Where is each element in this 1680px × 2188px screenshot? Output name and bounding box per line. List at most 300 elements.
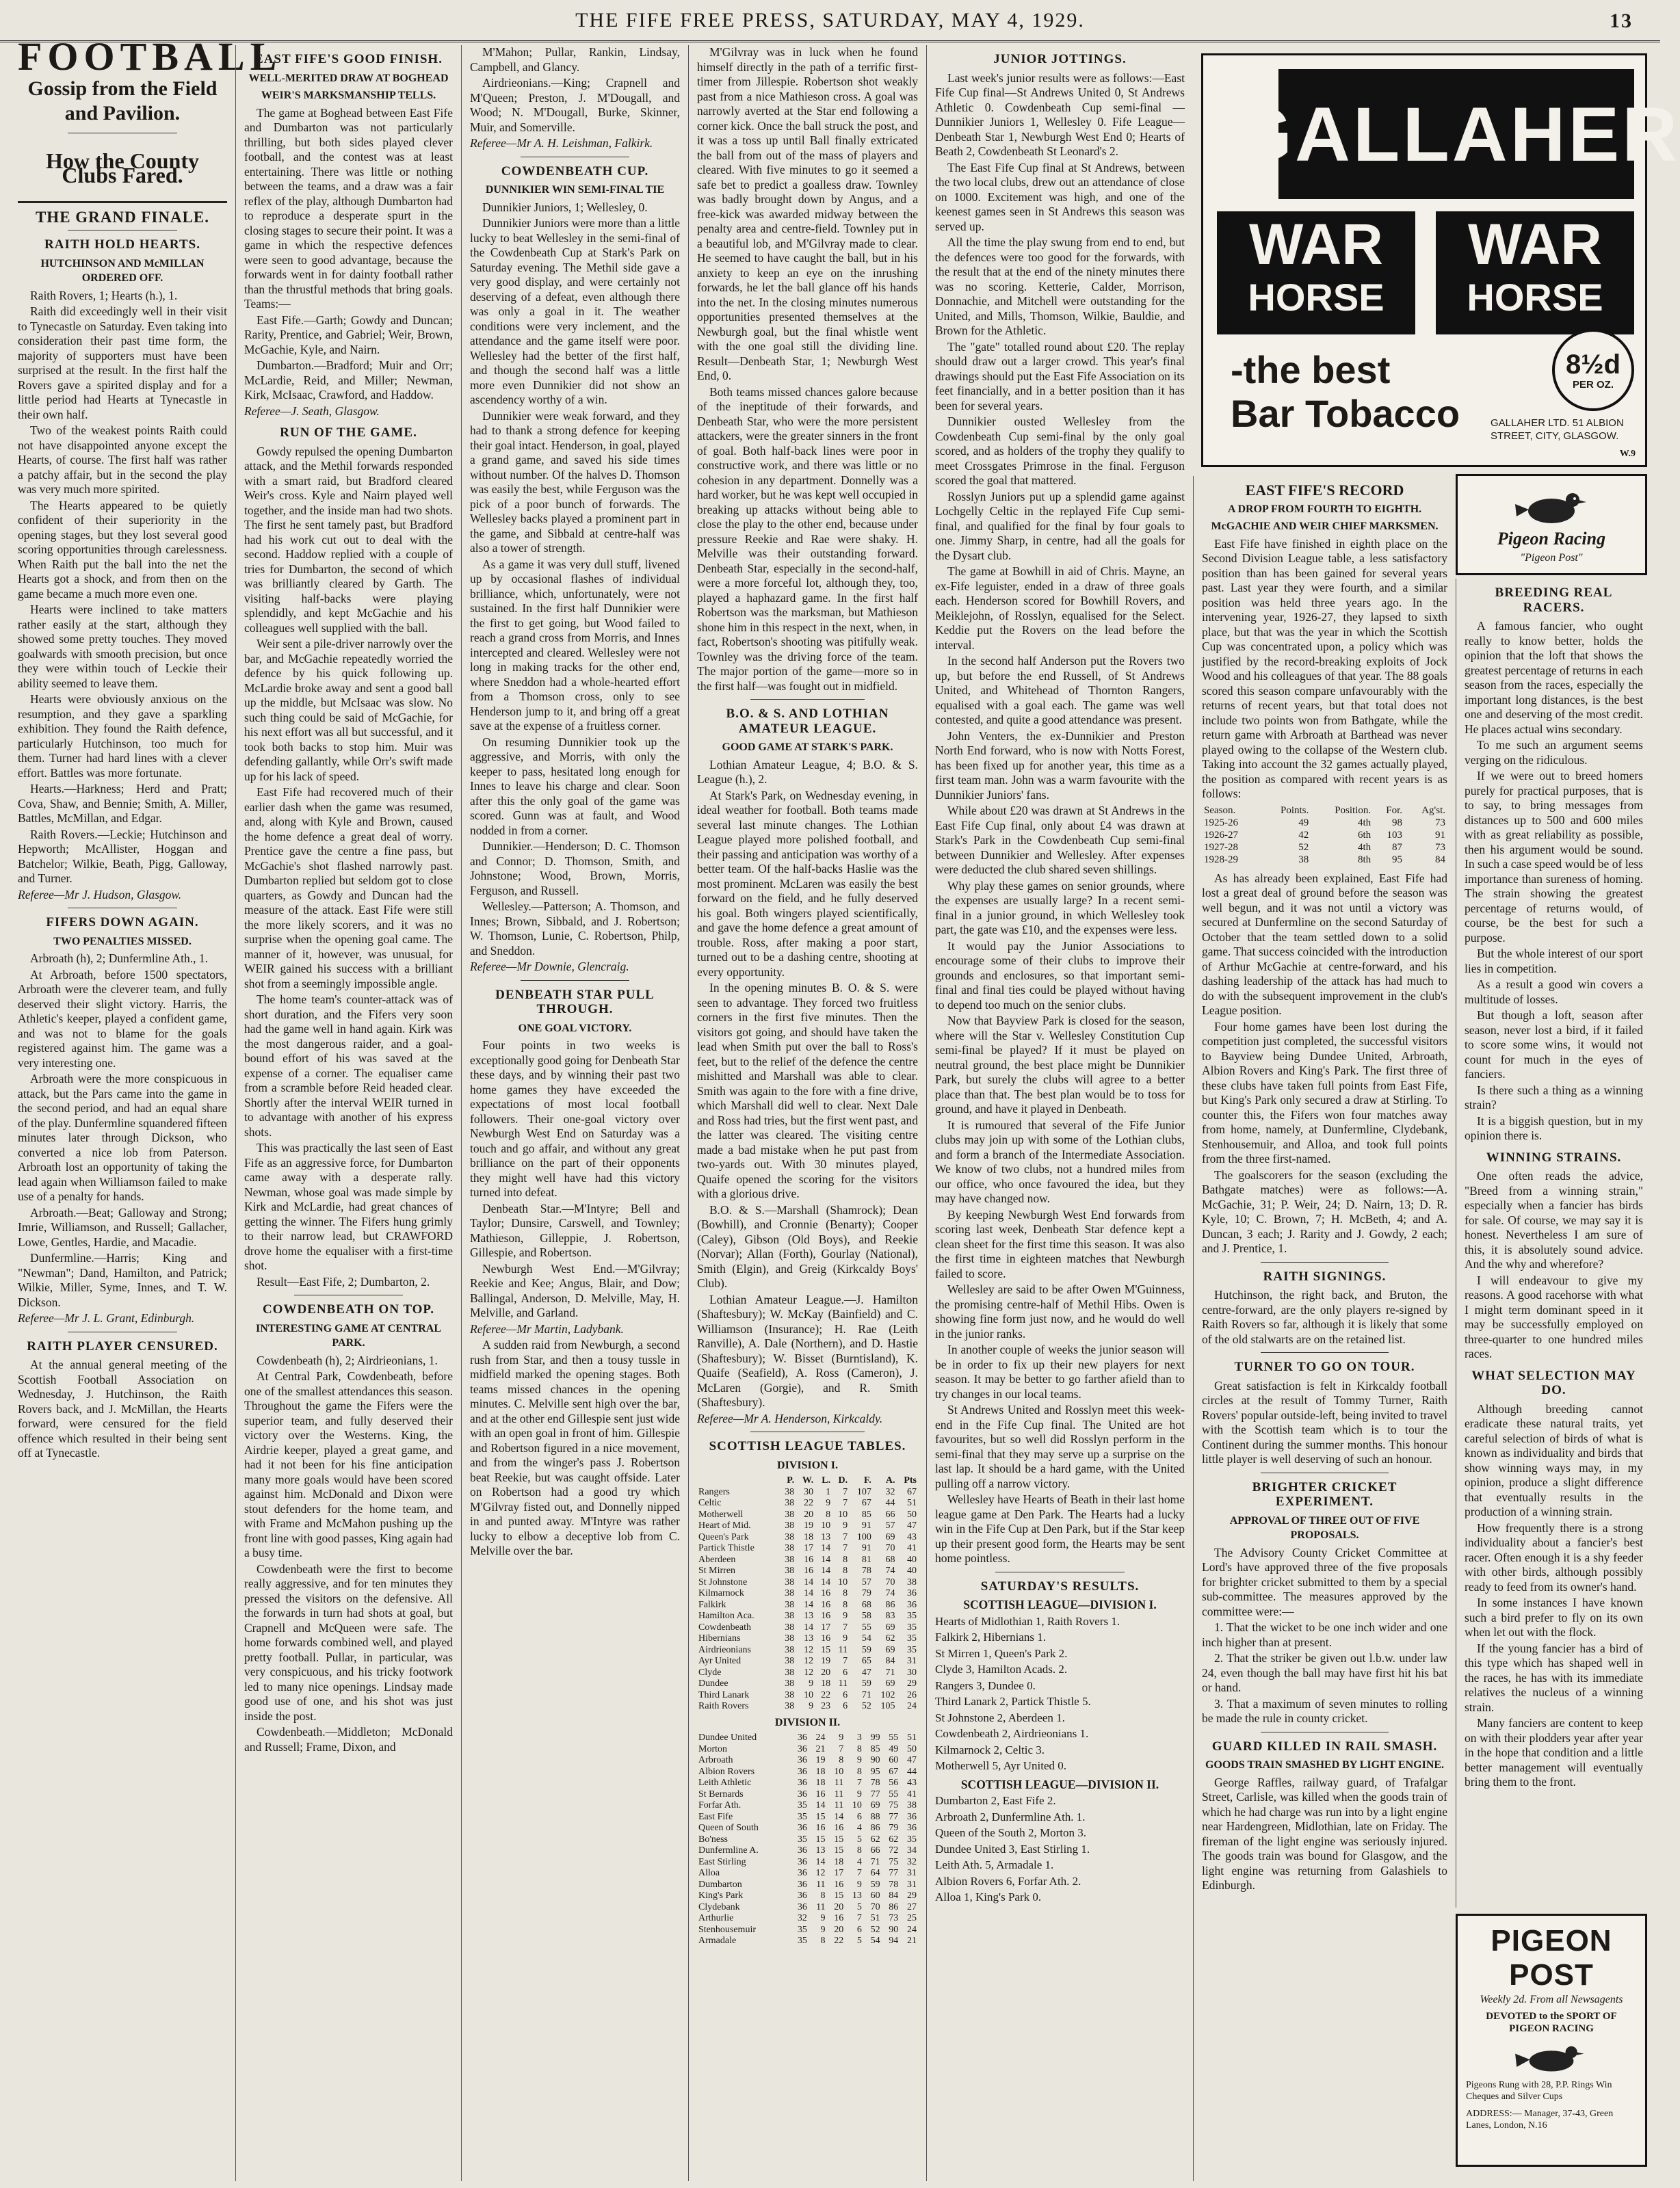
table-cell: 64 [870, 1868, 880, 1878]
match-score: Dunnikier Juniors, 1; Wellesley, 0. [482, 200, 648, 214]
article-paragraph: Hutchinson, the right back, and Bruton, the centre-forward, are the only players re-signed by Raith Rovers so far, although it is likely that some of the old stalwarts are on the retained list. [1202, 1288, 1447, 1346]
table-row [1202, 829, 1447, 841]
table-cell: 74 [885, 1566, 895, 1576]
table-cell: 7 [856, 1913, 862, 1923]
results-list [935, 1793, 1185, 1905]
table-cell: 6 [856, 1811, 862, 1822]
headline-grand-finale: THE GRAND FINALE. [35, 208, 210, 226]
subhead-marksmen: McGACHIE AND WEIR CHIEF MARKSMEN. [1211, 520, 1439, 532]
article-paragraph: The home team's counter-attack was of short duration, and the Fifers very soon had the game well in hand again. Kirk was the most dangerous raider, and a goal-bound effort of his was saved at the expense of a corner. The equaliser came from a scramble before Reid headed clear. Shortly after the interval WEIR turned in to advantage with another of his express shots. [244, 992, 453, 1139]
table-cell: 9 [820, 1924, 826, 1935]
table-cell: 1 [826, 1486, 831, 1497]
table-cell: 40 [907, 1554, 917, 1565]
table-cell: 70 [870, 1901, 880, 1912]
team-name: Dunfermline A. [698, 1845, 759, 1856]
table-cell: 43 [907, 1531, 917, 1542]
article-paragraph: East Fife have finished in eighth place on the Second Division League table, a less satisfactory position than has been gained for several years past. Last year they were fourth, and a similar position was held three years ago. In the intervening year, 1926-27, they lapsed to sixth place, but that was the year in which the Scottish Cup was concentrated upon, a policy which was justified by the record-breaking exploits of Jock Wood and his colleagues of that year. The 88 goals scored this season compare unfavourably with the returns of recent years, but that total does not include two points won from Bathgate, while the return game with Arbroath at Barthead was never played owing to the collapse of the Western club. Taking into account the 32 games actually played, the position as compared with recent years is as follows: [1202, 536, 1447, 800]
table-cell: 35 [907, 1644, 917, 1655]
table-row [697, 1633, 918, 1645]
table-cell: 67 [861, 1498, 871, 1508]
table-cell: 68 [885, 1554, 895, 1565]
table-cell: 49 [889, 1743, 899, 1754]
table-cell: 8 [856, 1743, 862, 1754]
table-cell: 20 [821, 1667, 831, 1678]
article-paragraph: Great satisfaction is felt in Kirkcaldy football circles at the result of Tommy Turner, Raith Rovers' popular outside-left, being invited to travel with the Scottish team which is to tour the Continent during the summer months. This honour little player is well deserving of such an honour. [1202, 1378, 1447, 1466]
article-paragraph: A sudden raid from Newburgh, a second rush from Star, and then a tousy tussle in midfield marked the opening stages. Both teams missed chances in the opening minutes. C. Melville sent high over the bar, and at the other end Gillespie sent just wide with an open goal in front of him. Gillespie and Robertson figured in a nice movement, and from the winger's pass J. Robertson beat Reekie, but was caught offside. Later on Robertson had a good try which M'Gilvray fisted out, and Donnelly nipped in and punted away. M'Intyre was rather lucky to elbow a deceptive lob from C. Melville over the bar. [470, 1338, 680, 1557]
result-line: Kilmarnock 2, Celtic 3. [935, 1743, 1045, 1756]
column-amateur-league [688, 45, 926, 2181]
table-cell: 5 [856, 1901, 862, 1912]
column-header: L. [822, 1475, 831, 1486]
table-cell: 31 [907, 1879, 917, 1890]
article-paragraph: In another couple of weeks the junior season will be in order to fix up their new players for next season. It may be better to go farther afield than to try changes in our local teams. [935, 1343, 1185, 1401]
article-paragraph: St Andrews United and Rosslyn meet this week-end in the Fife Cup final. The United are hot favourites, but so well did Rosslyn perform in the semi-final that they may serve up a surprise on the last lap. It should be a hard game, with the United pulling off a narrow victory. [935, 1403, 1185, 1490]
table-cell: 11 [834, 1800, 844, 1810]
table-cell: 6 [843, 1689, 848, 1700]
result-line: Queen of the South 2, Morton 3. [935, 1826, 1086, 1839]
table-cell: 105 [880, 1701, 895, 1711]
team-name: Ayr United [698, 1656, 741, 1666]
table-cell: 14 [815, 1800, 826, 1810]
table-cell: 59 [861, 1644, 871, 1655]
team-name: Queen of South [698, 1823, 759, 1833]
table-row [697, 1834, 918, 1846]
record-table [1202, 804, 1447, 866]
article-paragraph: If we were out to breed homers purely for practical purposes, that is to say, to bring messages from distances up to 500 and 600 miles with as great reliability as possible, then his argument would be sound. In such a case speed would be of less importance than sureness of homing. The strain showing the greatest percentage of returns would, of course, be the best for such a purpose. [1465, 769, 1643, 945]
list-item: 1. That the wicket to be one inch wider and one inch higher than at present. [1202, 1620, 1447, 1649]
team-line: Wellesley.—Patterson; A. Thomson, and Innes; Brown, Sibbald, and J. Robertson; W. Thomson, Lunie, C. Robertson, Philp, and Sneddon. [470, 899, 680, 958]
headline-fifers-down: FIFERS DOWN AGAIN. [46, 915, 199, 930]
table-cell: 17 [804, 1543, 814, 1553]
table-cell: 15 [834, 1890, 844, 1901]
table-cell: 15 [815, 1811, 826, 1822]
table-cell: 13 [804, 1633, 814, 1644]
table-cell: 9 [820, 1913, 826, 1923]
subhead-central-park: INTERESTING GAME AT CENTRAL PARK. [255, 1322, 442, 1349]
article-paragraph: It is rumoured that several of the Fife Junior clubs may join up with some of the Lothian clubs, and form a branch of the Intermediate Association. We know of two clubs, not a hundred miles from our office, who once favoured the idea, but they may have changed now. [935, 1118, 1185, 1205]
team-line: Denbeath Star.—M'Intyre; Bell and Taylor; Dunsire, Carswell, and Townley; Mathieson, Gilleppie, J. Robertson, Gillespie, and Robertson. [470, 1201, 680, 1259]
table-cell: 32 [797, 1913, 807, 1923]
table-cell: 79 [861, 1588, 871, 1598]
table-cell: 84 [889, 1890, 899, 1901]
article-paragraph: Why play these games on senior grounds, where the expenses are usually large? In a recent semi-final in a junior ground, in which Wellesley took part, the gate was £10, and the expenses were less. [935, 878, 1185, 936]
table-cell: 85 [861, 1509, 871, 1520]
table-cell: 10 [838, 1509, 848, 1520]
table-cell: 36 [907, 1811, 917, 1822]
table-cell: 44 [885, 1498, 895, 1508]
result-line: Clyde 3, Hamilton Acads. 2. [935, 1663, 1068, 1676]
table-cell: 9 [843, 1611, 848, 1621]
team-name: Dundee United [698, 1732, 757, 1743]
table-cell: 57 [861, 1577, 871, 1587]
headline-bo-s-lothian: B.O. & S. AND LOTHIAN AMATEUR LEAGUE. [726, 707, 889, 736]
column-header: Position. [1335, 804, 1371, 816]
masthead-title: THE FIFE FREE PRESS, SATURDAY, MAY 4, 1929. [575, 8, 1085, 31]
table-cell: 27 [907, 1901, 917, 1912]
table-cell: 62 [889, 1834, 899, 1845]
headline-junior-jottings: JUNIOR JOTTINGS. [993, 52, 1127, 66]
table-cell: 36 [907, 1823, 917, 1833]
table-cell: 35 [797, 1800, 807, 1810]
table-row [697, 1555, 918, 1566]
headline-selection: WHAT SELECTION MAY DO. [1471, 1368, 1636, 1397]
article-paragraph: Many fanciers are content to keep on with their plodders year after year in the hope that condition and a little better management will eventually bring them to the front. [1465, 1716, 1643, 1789]
team-name: Morton [698, 1743, 727, 1754]
table-cell: 52 [870, 1924, 880, 1935]
table-row [697, 1520, 918, 1532]
table-cell: 32 [885, 1486, 895, 1497]
price-roundel [1552, 329, 1634, 411]
table-cell: 16 [821, 1611, 831, 1621]
team-name: Arbroath [698, 1755, 733, 1765]
table-cell: 35 [797, 1834, 807, 1845]
table-row [697, 1789, 918, 1801]
table-row [697, 1857, 918, 1869]
table-cell: 15 [821, 1644, 831, 1655]
subhead-starks-park: GOOD GAME AT STARK'S PARK. [722, 741, 893, 753]
table-cell: 14 [804, 1588, 814, 1598]
column-east-fife-record [1193, 476, 1456, 2181]
table-cell: 55 [889, 1732, 899, 1743]
referee-line: Referee—Mr J. L. Grant, Edinburgh. [18, 1311, 195, 1325]
gallaher-address: GALLAHER LTD. 51 ALBION STREET, CITY, GLASGOW. [1491, 417, 1624, 442]
team-name: East Fife [698, 1811, 733, 1822]
table-cell: 18 [821, 1678, 831, 1689]
table-cell: 51 [907, 1498, 917, 1508]
table-cell: 29 [907, 1678, 917, 1689]
table-cell: 6 [843, 1667, 848, 1678]
article-paragraph: Now that Bayview Park is closed for the season, where will the Star v. Wellesley Constitution Cup semi-final be played? If it must be played on neutral ground, the best place might be Dunnikier Park, but surely the clubs will agree to a better place than that. The best plan would be to toss for ground, and have it played in Denbeath. [935, 1014, 1185, 1116]
article-paragraph: To me such an argument seems verging on the ridiculous. [1465, 738, 1643, 767]
table-cell: 14 [821, 1566, 831, 1576]
article-paragraph: Dunnikier ousted Wellesley from the Cowdenbeath Cup semi-final by the only goal scored, and as holders of the trophy they qualify to meet Crossgates Primrose in the final. Ferguson scored the goal that mattered. [935, 414, 1185, 487]
team-name: Alloa [698, 1868, 720, 1878]
table-cell: 22 [834, 1936, 844, 1946]
table-cell: 59 [870, 1879, 880, 1890]
team-name: St Mirren [698, 1566, 736, 1576]
headline-east-fife-finish: EAST FIFE'S GOOD FINISH. [254, 52, 443, 66]
table-cell: 30 [804, 1486, 814, 1497]
pigeon-post-title: PIGEON POST [1491, 1924, 1612, 1992]
results-block [935, 1598, 1185, 1905]
table-cell: 23 [821, 1701, 831, 1711]
article-paragraph: Four points in two weeks is exceptionally good going for Denbeath Star these days, and by winning their past two home games they have exceeded the expectations of most local football followers. Their one-goal victory over Newburgh West End on Saturday was a touch and go affair, and without any great brilliance on the part of their opponents they might well have had this victory turned into defeat. [470, 1038, 680, 1199]
league-table-division-2 [697, 1732, 918, 1947]
article-paragraph: Four home games have been lost during the competition just completed, the successful visitors to Bayview being Dundee United, Arbroath, Albion Rovers and King's Park. The first three of these clubs have taken full points from East Fife, but King's Park only secured a draw at Stirling. To counter this, the Fifers won four matches away from home, namely, at Dunfermline, Clydebank, Stenhousemuir, and Alloa, and took full points from the three first-named. [1202, 1019, 1447, 1165]
table-cell: 95 [1392, 854, 1403, 865]
table-cell: 34 [907, 1845, 917, 1856]
table-cell: 75 [889, 1800, 899, 1810]
table-cell: 14 [834, 1811, 844, 1822]
result-line: St Johnstone 2, Aberdeen 1. [935, 1711, 1065, 1724]
horse-label: HORSE [1248, 276, 1384, 319]
table-cell: 15 [815, 1834, 826, 1845]
table-cell: 55 [889, 1789, 899, 1800]
team-name: Aberdeen [698, 1554, 736, 1565]
article-paragraph: At Central Park, Cowdenbeath, before one of the smallest attendances this season. Throughout the game the Fifers were the superior team, and fully deserved their victory over the Westerns. King, the Airdrie keeper, played a great game, and had it not been for his fine anticipation many more goals would have been scored against him. McDonald and Dixon were stout defenders for the home team, and with Frame and McMahon pushing up the front line with good passes, King again had a busy time. [244, 1369, 453, 1559]
table-cell: 70 [885, 1577, 895, 1587]
article-paragraph: Two of the weakest points Raith could not have disappointed anyone except the Hearts, of course. The first half was rather a patchy affair, but in the second the play was very much more spirited. [18, 423, 227, 496]
table-cell: 47 [907, 1520, 917, 1531]
table-row [697, 1744, 918, 1756]
table-cell: 20 [834, 1924, 844, 1935]
table-cell: 14 [821, 1577, 831, 1587]
article-paragraph: M'Gilvray was in luck when he found himself directly in the path of a terrific first-timer from Jillespie. Robertson shot weakly past from a nice Mathieson cross. A goal was narrowly averted at the Star end following a corner kick. Once the ball struck the post, and it was a toss up until Ball finally extricated the ball from out of the mass of players and cleared. With five minutes to go it seemed a safe bet to predict a goalless draw. Townley was badly brought down by Angus, and a free-kick was awarded midway between the penalty area and centre-field. Townley put in a beautiful lob, and M'Gilvray made to clear. He seemed to have caught the ball, but in his anxiety to keep an eye on the inrushing forwards, he let the ball glance off his hands into the net. In the closing minutes numerous opportunities presented themselves at the Newburgh goal, but the final whistle went with the one goal still the dividing line. Result—Denbeath Star, 1; Newburgh West End, 0. [697, 45, 918, 382]
table-cell: 14 [804, 1577, 814, 1587]
table-cell: 70 [885, 1543, 895, 1553]
article-paragraph: I will endeavour to give my reasons. A good racehorse with what I might term dominant speed in it may be successfully employed on three-quarter to one hundred miles races. [1465, 1273, 1643, 1360]
table-cell: 57 [885, 1520, 895, 1531]
table-cell: 38 [785, 1588, 795, 1598]
table-cell: 91 [1435, 829, 1445, 841]
table-cell: 36 [797, 1868, 807, 1878]
article-paragraph: John Venters, the ex-Dunnikier and Preston North End forward, who is now with Notts Forest, has been fixed up for another year, this time as a first team man. John was a warm favourite with the Dunnikier Juniors' fans. [935, 728, 1185, 802]
table-body [1202, 817, 1447, 866]
table-cell: 11 [816, 1879, 826, 1890]
slogan [1231, 348, 1460, 436]
team-line: Cowdenbeath.—Middleton; McDonald and Russell; Frame, Dixon, and [244, 1725, 453, 1754]
table-cell: 38 [785, 1566, 795, 1576]
table-cell: 13 [815, 1845, 826, 1856]
match-score: Raith Rovers, 1; Hearts (h.), 1. [30, 288, 178, 302]
team-line: Raith Rovers.—Leckie; Hutchinson and Hepworth; McAllister, Hoggan and Batchelor; Wilkie, Beath, Pigg, Galloway, and Turner. [18, 827, 227, 885]
team-name: Armadale [698, 1936, 737, 1946]
table-cell: 50 [907, 1509, 917, 1520]
article-paragraph: Rosslyn Juniors put up a splendid game against Lochgelly Celtic in the replayed Fife Cup semi-final, and qualified for the final by four goals to one. Jimmy Sharp, in centre, had all the goals for the Dysart club. [935, 489, 1185, 562]
result-line: Rangers 3, Dundee 0. [935, 1678, 1036, 1692]
table-cell: 54 [861, 1633, 871, 1644]
table-cell: 38 [785, 1644, 795, 1655]
table-row [697, 1600, 918, 1611]
table-cell: 88 [870, 1811, 880, 1822]
article-paragraph: The Advisory County Cricket Committee at Lord's have approved three of the five proposals for brighter cricket submitted to them by a special sub-committee. The measures approved by the committee were:— [1202, 1545, 1447, 1618]
table-cell: 99 [870, 1732, 880, 1743]
table-cell: 17 [834, 1868, 844, 1878]
table-cell: 9 [809, 1701, 814, 1711]
article-paragraph: As has already been explained, East Fife had lost a great deal of ground before the season was well begun, and it was not until a victory was secured at Dunfermline on the second Saturday of October that the team settled down to a solid game. That success coincided with the introduction of Arthur McGachie at centre-forward, and his dashing leadership of the attack has had much to do with the subsequent improvement in the club's League position. [1202, 871, 1447, 1017]
table-cell: 9 [826, 1498, 831, 1508]
table-cell: 47 [907, 1755, 917, 1765]
table-cell: 69 [870, 1800, 880, 1810]
table-cell: 36 [797, 1879, 807, 1890]
result-line: Motherwell 5, Ayr United 0. [935, 1759, 1067, 1772]
referee-line: Referee—Mr Downie, Glencraig. [470, 960, 629, 973]
team-name: Celtic [698, 1498, 722, 1508]
result-line: Albion Rovers 6, Forfar Ath. 2. [935, 1874, 1081, 1888]
slogan-line-2: Bar Tobacco [1231, 392, 1460, 435]
table-cell: 35 [797, 1924, 807, 1935]
table-cell: 42 [1298, 829, 1309, 841]
team-name: Raith Rovers [698, 1701, 749, 1711]
table-cell: 16 [821, 1599, 831, 1610]
team-name: Kilmarnock [698, 1588, 744, 1598]
table-cell: 38 [785, 1599, 795, 1610]
table-cell: 51 [870, 1913, 880, 1923]
table-cell: 77 [889, 1868, 899, 1878]
table-cell: 86 [885, 1599, 895, 1610]
subhead-one-goal: ONE GOAL VICTORY. [518, 1022, 632, 1034]
table-cell: 72 [889, 1845, 899, 1856]
article-paragraph: Although breeding cannot eradicate these natural traits, yet careful selection of birds of what is known as individuality and birds that show winning ways may, in my opinion, produce a slight difference that eventually results in the production of a winning strain. [1465, 1401, 1643, 1518]
table-cell: 36 [907, 1588, 917, 1598]
table-cell: 74 [885, 1588, 895, 1598]
team-name: Hibernians [698, 1633, 741, 1644]
article-paragraph: But though a loft, season after season, never lost a bird, if it failed to score some wins, it would not count for much in the eyes of fanciers. [1465, 1008, 1643, 1081]
column-pigeons [1456, 579, 1651, 1908]
team-name: Falkirk [698, 1599, 726, 1610]
table-cell: 20 [804, 1509, 814, 1520]
table-cell: 12 [804, 1644, 814, 1655]
table-body [697, 1487, 918, 1713]
table-row [1202, 854, 1447, 866]
table-cell: 9 [843, 1633, 848, 1644]
table-cell: 38 [785, 1667, 795, 1678]
table-cell: 15 [834, 1834, 844, 1845]
table-cell: 54 [870, 1936, 880, 1946]
table-row [697, 1690, 918, 1702]
column-header: W. [802, 1475, 814, 1486]
table-cell: 13 [852, 1890, 862, 1901]
results-division-2: SCOTTISH LEAGUE—DIVISION II. [960, 1777, 1159, 1791]
column-header: Season. [1204, 804, 1236, 816]
table-cell: 69 [885, 1622, 895, 1633]
table-row [1202, 841, 1447, 854]
table-cell: 11 [834, 1778, 844, 1788]
team-name: St Bernards [698, 1789, 744, 1800]
table-cell: 18 [815, 1778, 826, 1788]
team-line: B.O. & S.—Marshall (Shamrock); Dean (Bowhill), and Cronnie (Benarty); Cooper (Caley), Gibson (Old Boys), and Reekie (Norvar); Allan (Forth), Gourlay (National), Smith (Elgin), and Greig (Kirkcaldy Boys' Club). [697, 1202, 918, 1290]
table-cell: 12 [804, 1656, 814, 1666]
table-cell: 73 [1435, 841, 1445, 853]
team-line: Lothian Amateur League.—J. Hamilton (Shaftesbury); W. McKay (Bainfield) and C. Williamson (Insurance); H. Rae (Leith Ranville), A. Dale (Northern), and D. Hastie (Shaftesbury); W. Bisset (Burntisland), K. Quaife (Seafield), A. Ross (Cameron), J. McLaren (Gorgie), and R. Smith (Shaftesbury). [697, 1292, 918, 1409]
article-paragraph: In the opening minutes B. O. & S. were seen to advantage. They forced two fruitless corners in the first five minutes. Then the visitors got going, and should have taken the lead when Smith put over the ball to Ross's feet, but to the relief of the defence the centre mishitted and Marshall was able to clear. Smith was again to the fore with a fine drive, which Marshall did well to clear. Next Dale and Ross had tries, but the first went past, and the latter was cleared. The visiting centre made a bad mistake when he put past from two-yards out. With 30 minutes played, Quaife opened the scoring for the visitors with a glorious drive. [697, 981, 918, 1200]
table-cell: 66 [885, 1509, 895, 1520]
table-cell: 65 [861, 1656, 871, 1666]
table-cell: 84 [885, 1656, 895, 1666]
table-cell: 36 [797, 1732, 807, 1743]
team-name: Airdrieonians [698, 1644, 751, 1655]
subhead-division-1: DIVISION I. [777, 1459, 838, 1471]
team-line: Airdrieonians.—King; Crapnell and M'Queen; Preston, J. M'Dougall, and Wood; N. M'Dougall, Burke, Skinner, Muir, and Somerville. [470, 76, 680, 134]
table-row [697, 1498, 918, 1510]
slogan-line-1: -the best [1231, 348, 1391, 391]
team-line: Newburgh West End.—M'Gilvray; Reekie and Kee; Angus, Blair, and Dow; Ballingal, Anderson, D. Melville, May, H. Melville, and Garland. [470, 1261, 680, 1319]
table-cell: 8 [856, 1766, 862, 1777]
table-cell: 6th [1357, 829, 1371, 841]
referee-line: Referee—Mr Martin, Ladybank. [470, 1321, 624, 1336]
table-cell: 10 [838, 1577, 848, 1587]
headline-cowdenbeath-cup: COWDENBEATH CUP. [501, 163, 649, 179]
article-paragraph: As a game it was very dull stuff, livened up by occasional flashes of individual brilliance, which, unfortunately, were not sustained. In the first half Dunnikier were the first to get going, but Wood failed to reach a grand cross from Morris, and Innes intercepted and cleared. Wellesley were not long in making tracks for the other end, where Sneddon had a whole-hearted effort from a Thomson cross, only to see Henderson jump to it, and bring off a great save at the expense of a fruitless corner. [470, 557, 680, 733]
article-paragraph: How frequently there is a strong individuality about a fancier's best racer. Often enough it is a shy feeder with other birds, although possibly ready to feed from its owner's hand. [1465, 1520, 1643, 1594]
pigeon-racing-title: Pigeon Racing [1497, 529, 1606, 549]
table-cell: 43 [907, 1778, 917, 1788]
table-cell: 4 [856, 1856, 862, 1867]
column-header: F. [864, 1475, 871, 1486]
headline-saturdays-results: SATURDAY'S RESULTS. [980, 1579, 1140, 1594]
table-row [697, 1925, 918, 1936]
column-cups [461, 45, 688, 2181]
table-cell: 73 [1435, 817, 1445, 828]
table-cell: 55 [861, 1622, 871, 1633]
team-name: Hamilton Aca. [698, 1611, 754, 1621]
table-cell: 95 [870, 1766, 880, 1777]
table-cell: 31 [907, 1868, 917, 1878]
table-cell: 62 [885, 1633, 895, 1644]
article-paragraph: It would pay the Junior Associations to encourage some of their clubs to improve their grounds and enclosures, so that important semi-final and final ties could be played without having to depend too much on the senior clubs. [935, 938, 1185, 1012]
table-cell: 94 [889, 1936, 899, 1946]
table-cell: 7 [843, 1543, 848, 1553]
team-name: Forfar Ath. [698, 1800, 741, 1810]
table-cell: 79 [889, 1823, 899, 1833]
table-cell: 16 [834, 1823, 844, 1833]
table-row [697, 1543, 918, 1555]
table-cell: 68 [861, 1599, 871, 1610]
table-cell: 1926-27 [1204, 829, 1238, 841]
table-cell: 11 [834, 1789, 844, 1800]
table-cell: 73 [889, 1913, 899, 1923]
table-cell: 16 [834, 1913, 844, 1923]
article-paragraph: All the time the play swung from end to end, but the defences were too good for the forwards, with the result that at the end of the ninety minutes there was no scoring. Ketterie, Calder, Morrison, Donnachie, and Mitchell were outstanding for the United, and Mills, Thomson, Wilkie, Bauldie, and Brown for the Athletic. [935, 235, 1185, 337]
table-cell: 66 [870, 1845, 880, 1856]
team-name: Dumbarton [698, 1879, 742, 1890]
table-cell: 78 [870, 1778, 880, 1788]
results-division-1: SCOTTISH LEAGUE—DIVISION I. [963, 1598, 1157, 1611]
table-cell: 35 [797, 1936, 807, 1946]
table-body [697, 1732, 918, 1947]
table-cell: 8 [843, 1588, 848, 1598]
table-cell: 25 [907, 1913, 917, 1923]
headline-breeding-racers: BREEDING REAL RACERS. [1495, 585, 1613, 615]
result-line: Alloa 1, King's Park 0. [935, 1890, 1042, 1903]
table-cell: 5 [856, 1834, 862, 1845]
table-cell: 18 [834, 1856, 844, 1867]
table-cell: 102 [880, 1689, 895, 1700]
article-paragraph: The game at Boghead between East Fife and Dumbarton was not particularly thrilling, but both sides played clever football, and the contest was at least entertaining. There was little or nothing between the teams, and a draw was a fair reflex of the play, although Dumbarton had to reproduce a desperate spurt in the closing stages to secure their point. It was a game in which the respective defences were seen to good advantage, because the forwards went in for dainty football rather than the thrustful methods that bring goals. Teams:— [244, 105, 453, 311]
table-cell: 35 [907, 1611, 917, 1621]
referee-line: Referee—Mr A. Henderson, Kirkcaldy. [697, 1411, 883, 1425]
table-cell: 90 [870, 1755, 880, 1765]
table-cell: 51 [907, 1732, 917, 1743]
table-row [697, 1778, 918, 1789]
article-paragraph: Wellesley are said to be after Owen M'Guinness, the promising centre-half of Methil Hibs. Owen is showing fine form just now, and he would do well in the junior ranks. [935, 1282, 1185, 1341]
gallaher-brand: GALLAHER [1278, 69, 1634, 199]
table-cell: 9 [809, 1678, 814, 1689]
table-cell: 98 [1392, 817, 1403, 828]
table-cell: 41 [907, 1543, 917, 1553]
table-cell: 87 [1392, 841, 1403, 853]
result-line: Falkirk 2, Hibernians 1. [935, 1631, 1046, 1644]
pigeon-post-advert [1456, 1914, 1647, 2167]
table-cell: 52 [1298, 841, 1309, 853]
table-cell: 40 [907, 1566, 917, 1576]
table-cell: 107 [856, 1486, 871, 1497]
match-result: Result—East Fife, 2; Dumbarton, 2. [257, 1274, 430, 1289]
table-cell: 59 [861, 1678, 871, 1689]
table-cell: 26 [907, 1689, 917, 1700]
table-cell: 78 [861, 1566, 871, 1576]
column-header: D. [838, 1475, 848, 1486]
table-cell: 38 [785, 1509, 795, 1520]
team-line: East Fife.—Garth; Gowdy and Duncan; Rarity, Prentice, and Gabriel; Weir, Brown, McGachie, Kyle, and Nairn. [244, 313, 453, 356]
table-cell: 85 [870, 1743, 880, 1754]
team-name: Stenhousemuir [698, 1924, 756, 1935]
league-table-division-1 [697, 1475, 918, 1713]
table-cell: 36 [907, 1599, 917, 1610]
table-cell: 8 [826, 1509, 831, 1520]
table-cell: 44 [907, 1766, 917, 1777]
article-paragraph: Both teams missed chances galore because of the ineptitude of their forwards, and Denbeath Star, who were the more persistent attackers, were the greater sinners in the front of goal. Both half-back lines were poor in constructive work, and there was little or no cohesion in any department. Donnelly was a hard worker, but he was kept well occupied in breaking up attacks without being able to close the play to the other end, because under pressure Reekie and Rae were shaky. H. Melville was their outstanding forward. Denbeath Star, especially in the second-half, were a more forceful lot, although they, too, played a haphazard game. In the first half Robertson was the marksman, but Mathieson shone him in this respect in the next, when, in fact, Robertson's shooting was pitifully weak. Townley was the driving force of the team. The major portion of the game—more so in the first half—was fought out in midfield. [697, 384, 918, 693]
